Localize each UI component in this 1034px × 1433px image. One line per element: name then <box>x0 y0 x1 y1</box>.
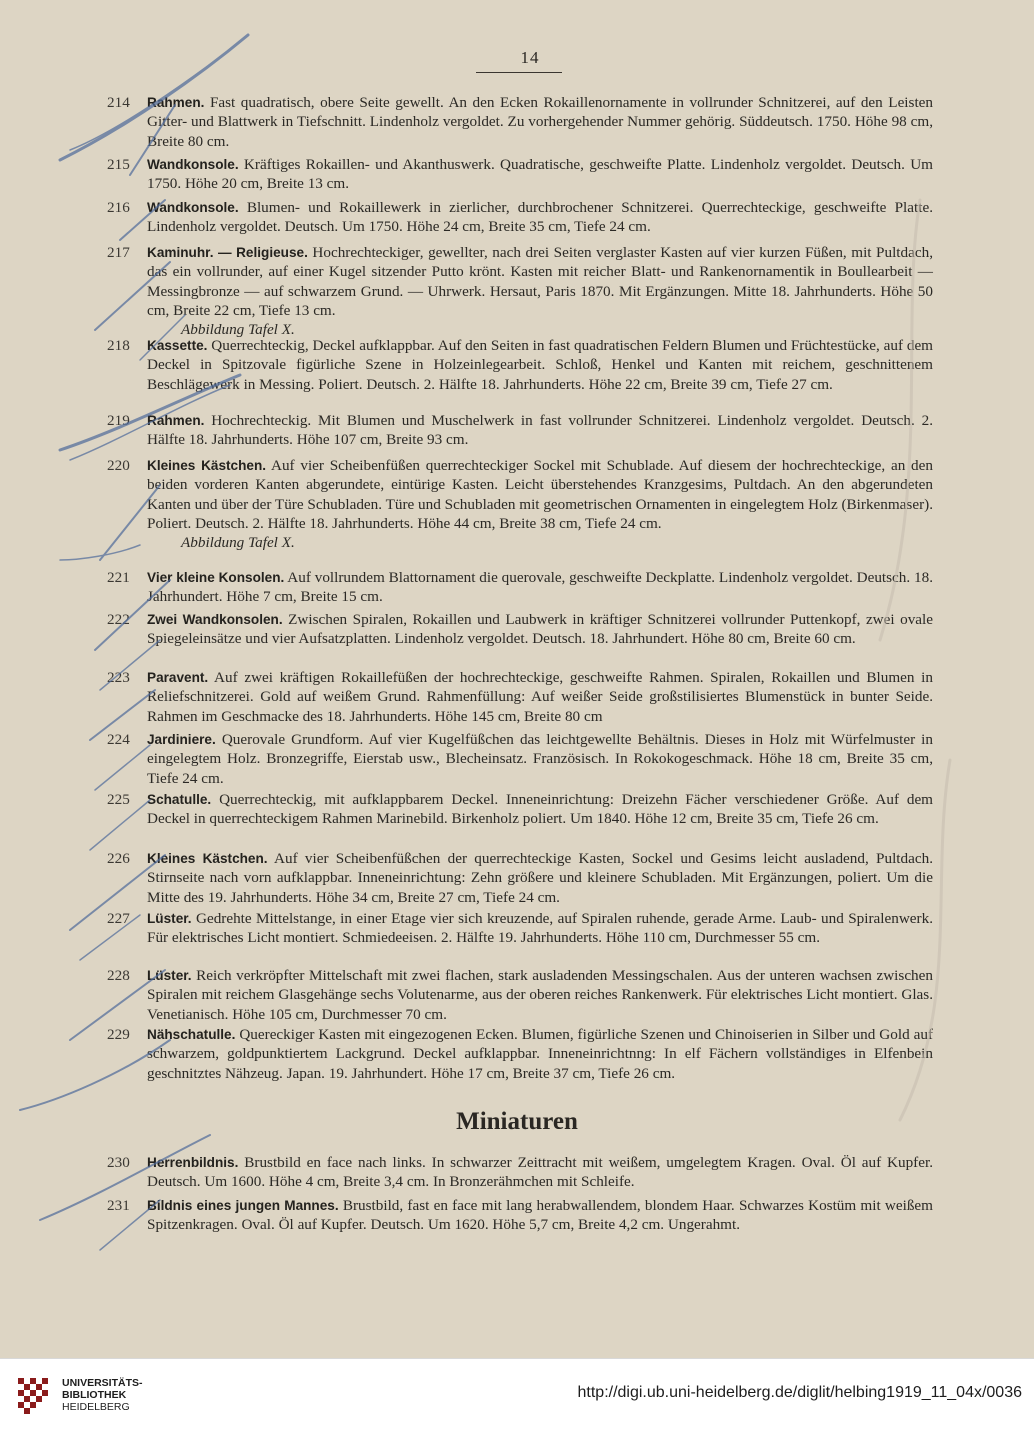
library-name-line1: UNIVERSITÄTS- <box>62 1377 143 1389</box>
entry-description: Auf vier Scheibenfüßchen der querrechteckige Kasten, Sockel und Gesims leicht ausladend, Pultdach. Stirnseite nach vorn aufklappbar. Inneneinrichtung: Zehn größere und kleinere Schubladen. Mit Ergänzungen, poliert. Um die Mitte des 19. Jahrhunderts. Höhe 34 cm, Breite 27 cm, Tiefe 24 cm. <box>147 850 933 906</box>
entry-number: 216 <box>107 199 130 216</box>
entry-title: Rahmen. <box>147 413 205 428</box>
entry-description: Reich verkröpfter Mittelschaft mit zwei flachen, stark ausladenden Messingschalen. Aus der unteren wachsen zwischen Spiralen mit reichem Glasgehänge sechs Volutenarme, aus der oberen reiches Rankenwerk. Für elektrisches Licht montiert. Glas. Venetianisch. Höhe 105 cm, Durchmesser 70 cm. <box>147 967 933 1023</box>
entry-number: 218 <box>107 337 130 354</box>
catalog-entry-226 <box>107 849 933 907</box>
entry-number: 217 <box>107 244 130 261</box>
entry-description: Brustbild, fast en face mit lang herabwallendem, blondem Haar. Schwarzes Kostüm mit weißem Spitzenkragen. Oval. Öl auf Kupfer. Deutsch. Um 1620. Höhe 5,7 cm, Breite 4,2 cm. Ungerahmt. <box>147 1197 933 1234</box>
entry-description: Querrechteckig, mit aufklappbarem Deckel. Inneneinrichtung: Dreizehn Fächer verschiedener Größe. Auf dem Deckel in querrechteckigem Rahmen Marinebild. Birkenholz poliert. Um 1840. Höhe 12 cm, Breite 35 cm, Tiefe 26 cm. <box>147 791 933 828</box>
entry-title: Wandkonsole. <box>147 157 239 172</box>
entry-number: 226 <box>107 850 130 867</box>
entry-title: Kleines Kästchen. <box>147 851 268 866</box>
catalog-entry-222 <box>107 610 933 649</box>
entry-title: Lüster. <box>147 911 192 926</box>
entry-title: Schatulle. <box>147 792 212 807</box>
catalog-entry-217 <box>107 243 933 339</box>
entry-title: Kleines Kästchen. <box>147 458 267 473</box>
permalink-url[interactable]: http://digi.ub.uni-heidelberg.de/diglit/helbing1919_11_04x/0036 <box>577 1384 1022 1401</box>
entry-title: Bildnis eines jungen Mannes. <box>147 1198 339 1213</box>
entry-number: 215 <box>107 156 130 173</box>
entry-title: Zwei Wandkonsolen. <box>147 612 283 627</box>
library-name <box>62 1377 143 1413</box>
entry-title: Jardiniere. <box>147 732 216 747</box>
catalog-entry-218 <box>107 336 933 394</box>
viewer-footer <box>0 1358 1034 1433</box>
entry-number: 228 <box>107 967 130 984</box>
library-name-line3: HEIDELBERG <box>62 1401 130 1413</box>
catalog-entry-215 <box>107 155 933 194</box>
catalog-entry-225 <box>107 790 933 829</box>
entry-title: Nähschatulle. <box>147 1027 236 1042</box>
entry-description: Querrechteckig, Deckel aufklappbar. Auf den Seiten in fast quadratischen Feldern Blumen und Früchtestücke, auf dem Deckel in Spitzovale figürliche Szene in Holzeinlegearbeit. Schloß, Henkel und Kanten mit reichem, geschnittenem Beschlägewerk in Messing. Poliert. Deutsch. 2. Hälfte 18. Jahrhunderts. Höhe 22 cm, Breite 39 cm, Tiefe 27 cm. <box>147 337 933 393</box>
entry-number: 223 <box>107 669 130 686</box>
entry-description: Hochrechteckig. Mit Blumen und Muschelwerk in fast vollrunder Schnitzerei. Lindenholz vergoldet. Deutsch. 2. Hälfte 18. Jahrhunderts. Höhe 107 cm, Breite 93 cm. <box>147 412 933 449</box>
catalog-entry-228 <box>107 966 933 1024</box>
entry-description: Auf vier Scheibenfüßen querrechteckiger Sockel mit Schublade. Auf diesem der hochrechteckige, an den beiden vorderen Kanten abgerundete, eintürige Kasten. Leicht überstehendes Kranzgesims, Pultdach. An den abgerundeten Kanten und über der Türe Schubladen. Türe und Schubladen mit geometrischen Ornamenten in eingelegtem Holz (Birkenmaser). Poliert. Deutsch. 2. Hälfte 18. Jahrhunderts. Höhe 44 cm, Breite 38 cm, Tiefe 24 cm. <box>147 457 933 532</box>
entry-number: 220 <box>107 457 130 474</box>
page-number-rule <box>476 72 562 73</box>
catalog-entry-221 <box>107 568 933 607</box>
catalog-entry-223 <box>107 668 933 726</box>
entry-title: Kaminuhr. — Religieuse. <box>147 245 308 260</box>
entry-number: 230 <box>107 1154 130 1171</box>
catalog-entry-227 <box>107 909 933 948</box>
plate-reference: Abbildung Tafel X. <box>181 321 295 339</box>
catalog-entry-229 <box>107 1025 933 1083</box>
catalog-entry-220 <box>107 456 933 552</box>
plate-reference: Abbildung Tafel X. <box>181 534 295 552</box>
catalog-entry-230 <box>107 1153 933 1192</box>
entry-title: Vier kleine Konsolen. <box>147 570 285 585</box>
section-heading: Miniaturen <box>456 1108 578 1135</box>
catalog-entry-224 <box>107 730 933 788</box>
entry-number: 222 <box>107 611 130 628</box>
entry-description: Quereckiger Kasten mit eingezogenen Ecken. Blumen, figürliche Szenen und Chinoiserien in Silber und Gold auf schwarzem, goldpunktiertem Lackgrund. Deckel aufklappbar. Inneneinrichtnng: In elf Fächern vollständiges in Elfenbein geschnitztes Nähzeug. Japan. 19. Jahrhundert. Höhe 17 cm, Breite 37 cm, Tiefe 26 cm. <box>147 1026 933 1082</box>
entry-description: Brustbild en face nach links. In schwarzer Zeittracht mit weißem, umgelegtem Kragen. Oval. Öl auf Kupfer. Deutsch. Um 1600. Höhe 4 cm, Breite 3,4 cm. In Bronzerähmchen mit Schleife. <box>147 1154 933 1191</box>
entry-number: 219 <box>107 412 130 429</box>
entry-title: Kassette. <box>147 338 208 353</box>
entry-title: Rahmen. <box>147 95 205 110</box>
entry-title: Wandkonsole. <box>147 200 239 215</box>
catalog-entry-219 <box>107 411 933 450</box>
entry-number: 229 <box>107 1026 130 1043</box>
library-name-line2: BIBLIOTHEK <box>62 1389 127 1401</box>
library-logo-icon <box>16 1376 56 1416</box>
entry-title: Herrenbildnis. <box>147 1155 239 1170</box>
entry-description: Zwischen Spiralen, Rokaillen und Laubwerk in kräftiger Schnitzerei vollrunder Puttenkopf, zwei ovale Spiegeleinsätze und vier Aufsatzplatten. Lindenholz vergoldet. Deutsch. 18. Jahrhundert. Höhe 80 cm, Breite 60 cm. <box>147 611 933 648</box>
entry-number: 227 <box>107 910 130 927</box>
entry-number: 221 <box>107 569 130 586</box>
entry-number: 224 <box>107 731 130 748</box>
entry-description: Gedrehte Mittelstange, in einer Etage vier sich kreuzende, auf Spiralen ruhende, gerade Arme. Laub- und Spiralenwerk. Für elektrisches Licht montiert. Schmiedeeisen. 2. Hälfte 19. Jahrhunderts. Höhe 110 cm, Durchmesser 55 cm. <box>147 910 933 947</box>
entry-description: Hochrechteckiger, gewellter, nach drei Seiten verglaster Kasten auf vier kurzen Füßen, mit Pultdach, das ein vollrunder, auf einer Kugel sitzender Putto krönt. Kasten mit reicher Blatt- und Rankenornamentik in Boullearbeit — Messingbronze — auf schwarzem Grund. — Uhrwerk. Hersaut, Paris 1870. Mit Ergänzungen. Mitte 18. Jahrhunderts. Höhe 50 cm, Breite 22 cm, Tiefe 13 cm. <box>147 244 933 319</box>
entry-description: Blumen- und Rokaillewerk in zierlicher, durchbrochener Schnitzerei. Querrechteckige, geschweifte Platte. Lindenholz vergoldet. Deutsch. Um 1750. Höhe 24 cm, Breite 35 cm, Tiefe 24 cm. <box>147 199 933 236</box>
entry-description: Auf vollrundem Blattornament die querovale, geschweifte Deckplatte. Lindenholz vergoldet. Deutsch. 18. Jahrhundert. Höhe 7 cm, Breite 15 cm. <box>147 569 933 606</box>
entry-title: Lüster. <box>147 968 192 983</box>
entry-description: Auf zwei kräftigen Rokaillefüßen der hochrechteckige, geschweifte Rahmen. Spiralen, Rokaillen und Blumen in Reliefschnitzerei. Gold auf weißem Grund. Rahmenfüllung: Auf weißer Seide großstilisiertes Blumenstück in bunter Seide. Rahmen im Geschmacke des 18. Jahrhunderts. Höhe 145 cm, Breite 80 cm <box>147 669 933 725</box>
entry-number: 231 <box>107 1197 130 1214</box>
page-number: 14 <box>520 48 540 67</box>
entry-description: Fast quadratisch, obere Seite gewellt. An den Ecken Rokaillenornamente in vollrunder Schnitzerei, auf den Leisten Gitter- und Blattwerk in Tiefschnitt. Lindenholz vergoldet. Zu vorhergehender Nummer gehörig. Süddeutsch. 1750. Höhe 98 cm, Breite 80 cm. <box>147 94 933 150</box>
catalog-entry-214 <box>107 93 933 151</box>
entry-description: Querovale Grundform. Auf vier Kugelfüßchen das leichtgewellte Behältnis. Dieses in Holz mit Würfelmuster in eingelegtem Holz. Bronzegriffe, Eierstab usw., Blecheinsatz. Französisch. In Rokokogeschmack. Höhe 18 cm, Breite 35 cm, Tiefe 24 cm. <box>147 731 933 787</box>
entry-title: Paravent. <box>147 670 209 685</box>
entry-number: 225 <box>107 791 130 808</box>
entry-description: Kräftiges Rokaillen- und Akanthuswerk. Quadratische, geschweifte Platte. Lindenholz vergoldet. Deutsch. Um 1750. Höhe 20 cm, Breite 13 cm. <box>147 156 933 193</box>
catalog-entry-231 <box>107 1196 933 1235</box>
entry-number: 214 <box>107 94 130 111</box>
catalog-entry-216 <box>107 198 933 237</box>
